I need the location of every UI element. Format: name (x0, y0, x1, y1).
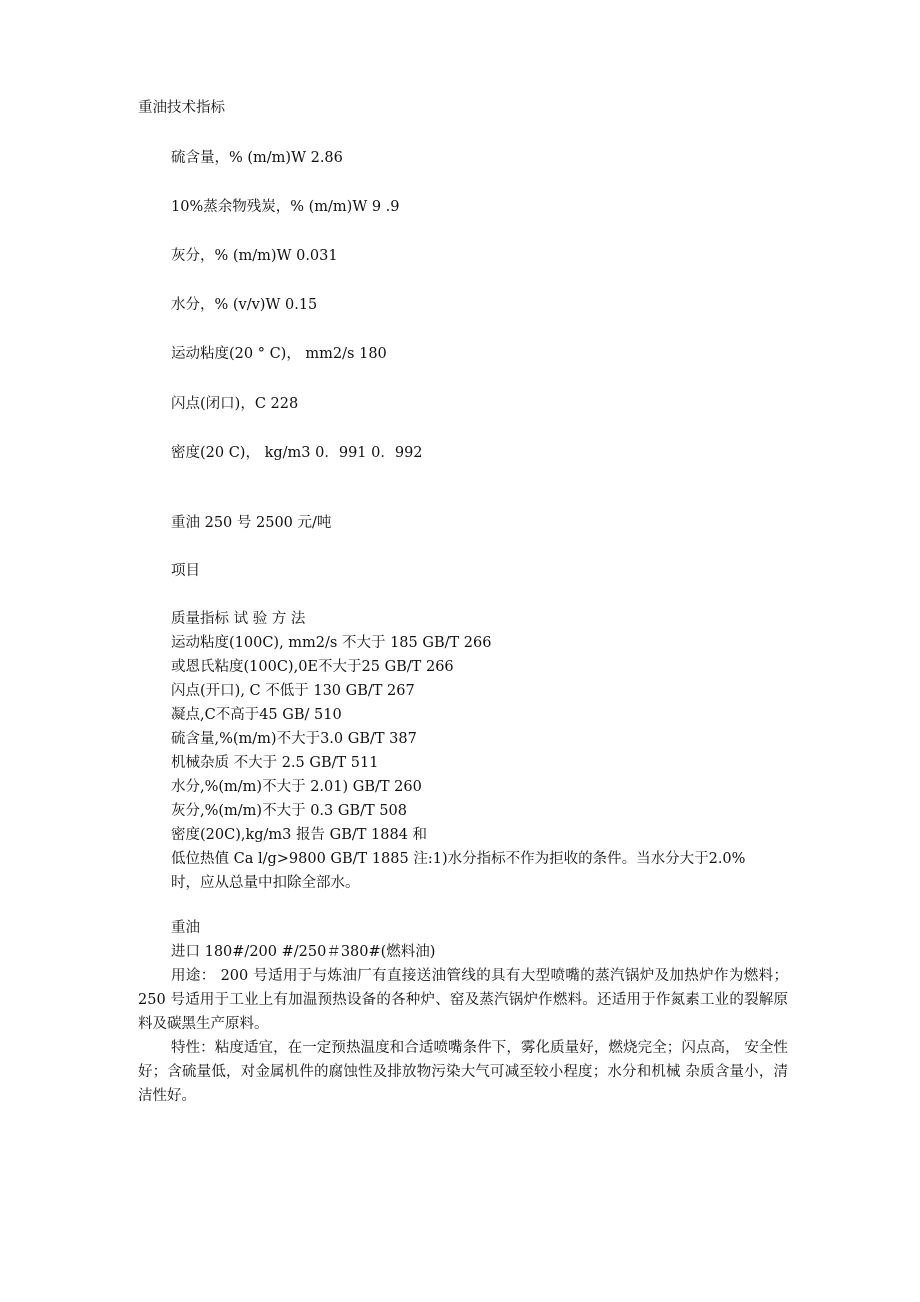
spec-sulfur: 硫含量，% (m/m)W 2.86 (171, 150, 343, 166)
table-row: 机械杂质 不大于 2.5 GB/T 511 (171, 755, 379, 771)
spec-density: 密度(20 C)， kg/m3 0．991 0．992 (171, 445, 423, 461)
section2-title: 重油 (171, 920, 200, 936)
table-row: 灰分,%(m/m)不大于 0.3 GB/T 508 (171, 803, 407, 819)
table-row: 硫含量,%(m/m)不大于3.0 GB/T 387 (171, 731, 417, 747)
item-label: 项目 (171, 563, 200, 579)
feature-paragraph: 特性：粘度适宜，在一定预热温度和合适喷嘴条件下，雾化质量好，燃烧完全；闪点高， 安全性好；含硫量低，对金属机件的腐蚀性及排放物污染大气可减至较小程度；水分和机械 杂质含量小，清洁性好。 (138, 1040, 788, 1104)
table-row: 水分,%(m/m)不大于 2.01) GB/T 260 (171, 779, 422, 795)
table-header: 质量指标 试 验 方 法 (171, 611, 306, 627)
heat-value-note: 低位热值 Ca l/g>9800 GB/T 1885 注:1)水分指标不作为拒收的条件。当水分大于2.0%时，应从总量中扣除全部水。 (171, 851, 746, 891)
document-title: 重油技术指标 (138, 100, 225, 116)
table-row: 闪点(开口), C 不低于 130 GB/T 267 (171, 683, 415, 699)
spec-viscosity: 运动粘度(20 ° C)， mm2/s 180 (171, 346, 387, 362)
table-row: 凝点,C不高于45 GB/ 510 (171, 707, 342, 723)
product-price-line: 重油 250 号 2500 元/吨 (171, 515, 332, 531)
table-row: 运动粘度(100C), mm2/s 不大于 185 GB/T 266 (171, 635, 492, 651)
table-row: 密度(20C),kg/m3 报告 GB/T 1884 和 (171, 827, 428, 843)
spec-flash-point: 闪点(闭口)，C 228 (171, 396, 299, 412)
import-line: 进口 180#/200 #/250＃380#(燃料油) (171, 944, 436, 960)
usage-paragraph: 用途： 200 号适用于与炼油厂有直接送油管线的具有大型喷嘴的蒸汽锅炉及加热炉作为燃料； 250 号适用于工业上有加温预热设备的各种炉、窑及蒸汽锅炉作燃料。还适用于作氮素工业的裂解原料及碳黑生产原料。 (138, 968, 788, 1032)
spec-carbon-residue: 10%蒸余物残炭，% (m/m)W 9 .9 (171, 199, 400, 215)
spec-ash: 灰分，% (m/m)W 0.031 (171, 248, 338, 264)
table-row: 或恩氏粘度(100C),0E不大于25 GB/T 266 (171, 659, 454, 675)
spec-water: 水分，% (v/v)W 0.15 (171, 297, 318, 313)
